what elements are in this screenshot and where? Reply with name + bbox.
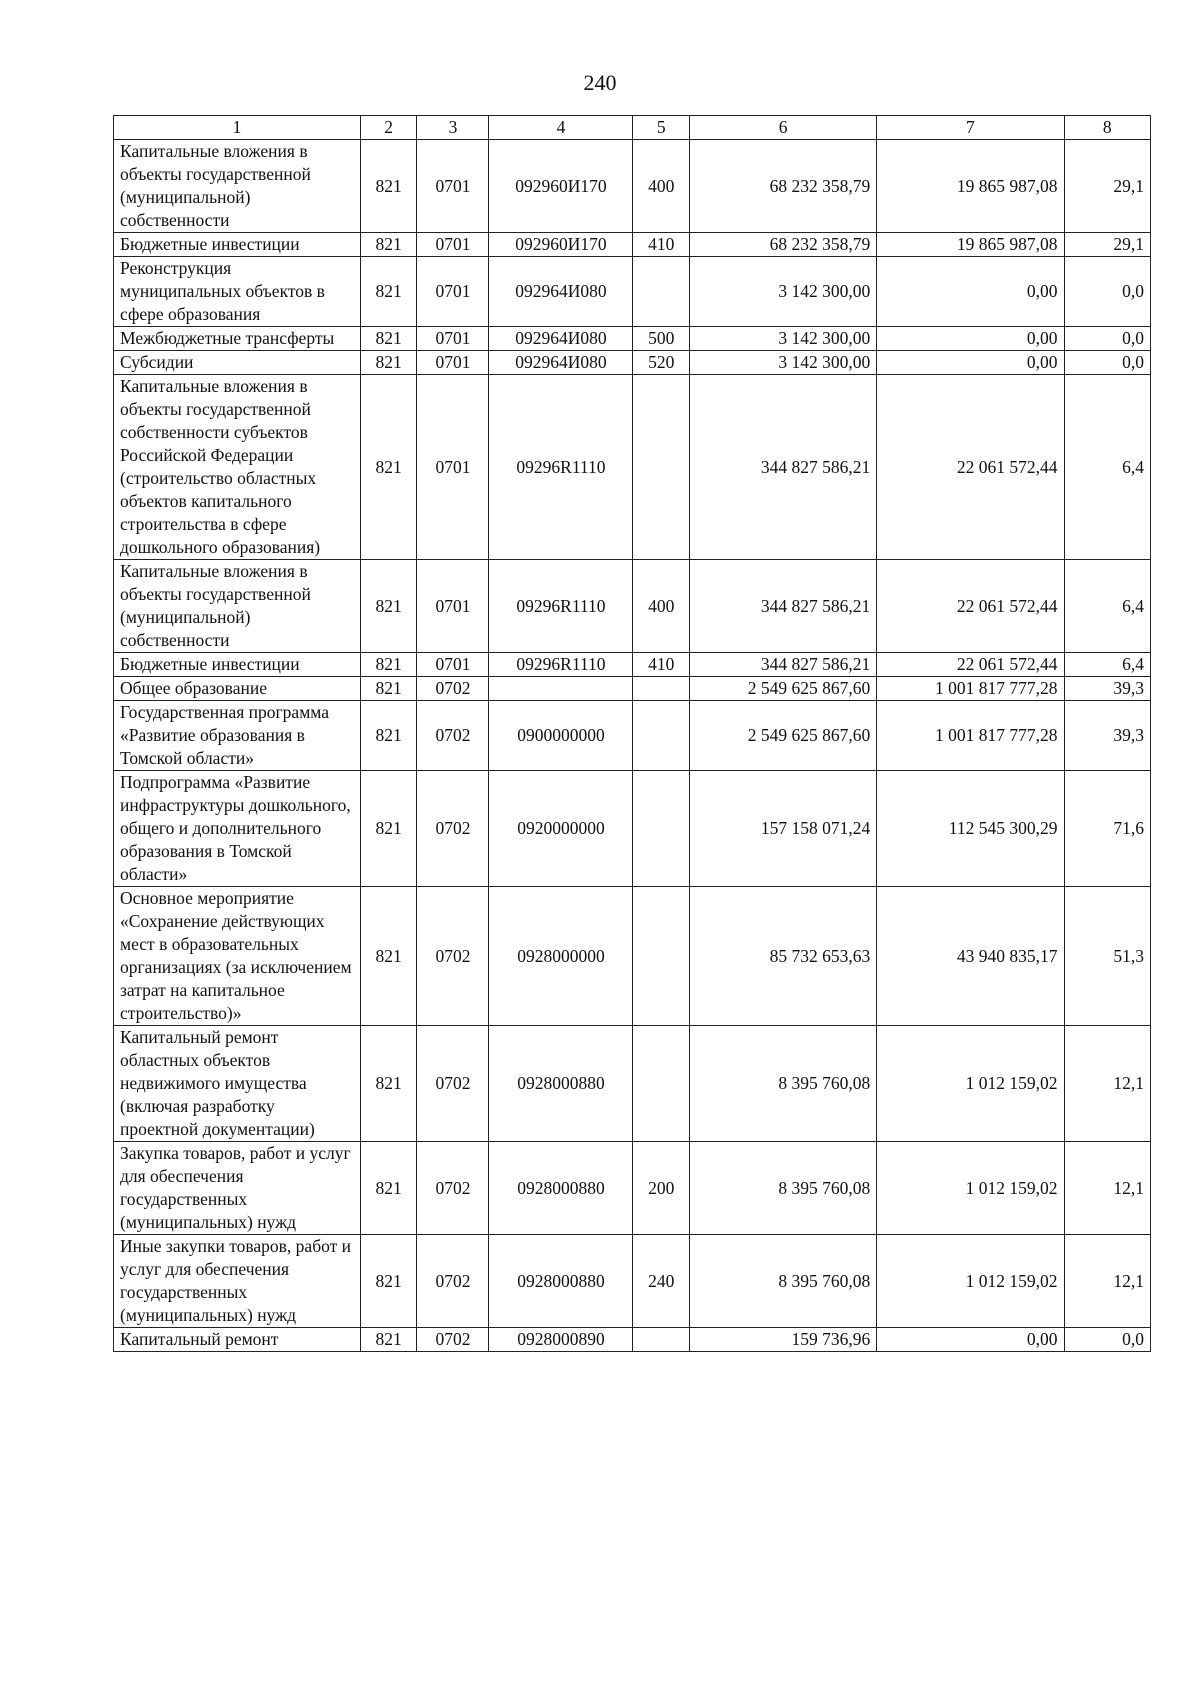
actual-amount-cell: 22 061 572,44 (877, 653, 1064, 677)
section-code-cell: 0701 (417, 653, 489, 677)
target-article-cell: 0900000000 (489, 701, 633, 771)
target-article-cell: 0928000890 (489, 1328, 633, 1352)
expense-type-cell: 410 (633, 653, 690, 677)
actual-amount-cell: 1 001 817 777,28 (877, 701, 1064, 771)
table-row (114, 351, 1151, 375)
row-name-cell: Капитальные вложения в объекты государственной (муниципальной) собственности (114, 560, 361, 653)
plan-amount-cell: 8 395 760,08 (690, 1026, 877, 1142)
section-code-cell: 0702 (417, 677, 489, 701)
target-article-cell: 092960И170 (489, 140, 633, 233)
target-article-cell: 092960И170 (489, 233, 633, 257)
ministry-code-cell: 821 (360, 257, 417, 327)
actual-amount-cell: 43 940 835,17 (877, 887, 1064, 1026)
actual-amount-cell: 1 012 159,02 (877, 1235, 1064, 1328)
percent-cell: 12,1 (1064, 1026, 1150, 1142)
ministry-code-cell: 821 (360, 1026, 417, 1142)
percent-cell: 6,4 (1064, 653, 1150, 677)
actual-amount-cell: 0,00 (877, 351, 1064, 375)
row-name-cell: Капитальный ремонт областных объектов недвижимого имущества (включая разработку проектной документации) (114, 1026, 361, 1142)
ministry-code-cell: 821 (360, 560, 417, 653)
expense-type-cell (633, 375, 690, 560)
section-code-cell: 0701 (417, 351, 489, 375)
plan-amount-cell: 8 395 760,08 (690, 1235, 877, 1328)
percent-cell: 29,1 (1064, 233, 1150, 257)
plan-amount-cell: 68 232 358,79 (690, 233, 877, 257)
percent-cell: 6,4 (1064, 375, 1150, 560)
target-article-cell: 092964И080 (489, 257, 633, 327)
ministry-code-cell: 821 (360, 233, 417, 257)
target-article-cell: 0928000000 (489, 887, 633, 1026)
target-article-cell: 0920000000 (489, 771, 633, 887)
row-name-cell: Государственная программа «Развитие образования в Томской области» (114, 701, 361, 771)
ministry-code-cell: 821 (360, 1328, 417, 1352)
row-name-cell: Иные закупки товаров, работ и услуг для обеспечения государственных (муниципальных) нужд (114, 1235, 361, 1328)
table-row (114, 375, 1151, 560)
table-header (114, 116, 1151, 140)
table-row (114, 1328, 1151, 1352)
ministry-code-cell: 821 (360, 653, 417, 677)
actual-amount-cell: 1 001 817 777,28 (877, 677, 1064, 701)
table-row (114, 771, 1151, 887)
table-row (114, 327, 1151, 351)
section-code-cell: 0702 (417, 701, 489, 771)
plan-amount-cell: 2 549 625 867,60 (690, 701, 877, 771)
expense-type-cell: 400 (633, 560, 690, 653)
row-name-cell: Подпрограмма «Развитие инфраструктуры дошкольного, общего и дополнительного образования в Томской области» (114, 771, 361, 887)
section-code-cell: 0702 (417, 1328, 489, 1352)
target-article-cell (489, 677, 633, 701)
percent-cell: 0,0 (1064, 327, 1150, 351)
column-header-1: 1 (114, 116, 361, 140)
row-name-cell: Закупка товаров, работ и услуг для обеспечения государственных (муниципальных) нужд (114, 1142, 361, 1235)
plan-amount-cell: 344 827 586,21 (690, 375, 877, 560)
ministry-code-cell: 821 (360, 140, 417, 233)
header-row (114, 116, 1151, 140)
page-number: 240 (583, 70, 617, 95)
table-row (114, 560, 1151, 653)
target-article-cell: 092964И080 (489, 327, 633, 351)
target-article-cell: 0928000880 (489, 1235, 633, 1328)
percent-cell: 6,4 (1064, 560, 1150, 653)
row-name-cell: Основное мероприятие «Сохранение действующих мест в образовательных организациях (за исключением затрат на капитальное строительство)» (114, 887, 361, 1026)
row-name-cell: Бюджетные инвестиции (114, 653, 361, 677)
section-code-cell: 0701 (417, 375, 489, 560)
table-row (114, 887, 1151, 1026)
percent-cell: 12,1 (1064, 1142, 1150, 1235)
column-header-7: 7 (877, 116, 1064, 140)
target-article-cell: 09296R1110 (489, 560, 633, 653)
plan-amount-cell: 68 232 358,79 (690, 140, 877, 233)
ministry-code-cell: 821 (360, 771, 417, 887)
row-name-cell: Субсидии (114, 351, 361, 375)
plan-amount-cell: 8 395 760,08 (690, 1142, 877, 1235)
row-name-cell: Капитальные вложения в объекты государственной собственности субъектов Российской Федерации (строительство областных объектов капитального строительства в сфере дошкольного образования) (114, 375, 361, 560)
expense-type-cell (633, 701, 690, 771)
actual-amount-cell: 112 545 300,29 (877, 771, 1064, 887)
plan-amount-cell: 3 142 300,00 (690, 257, 877, 327)
plan-amount-cell: 2 549 625 867,60 (690, 677, 877, 701)
percent-cell: 29,1 (1064, 140, 1150, 233)
section-code-cell: 0702 (417, 887, 489, 1026)
row-name-cell: Межбюджетные трансферты (114, 327, 361, 351)
table-row (114, 1142, 1151, 1235)
section-code-cell: 0701 (417, 233, 489, 257)
ministry-code-cell: 821 (360, 701, 417, 771)
percent-cell: 51,3 (1064, 887, 1150, 1026)
expense-type-cell (633, 887, 690, 1026)
actual-amount-cell: 0,00 (877, 1328, 1064, 1352)
expense-type-cell (633, 677, 690, 701)
ministry-code-cell: 821 (360, 887, 417, 1026)
plan-amount-cell: 157 158 071,24 (690, 771, 877, 887)
row-name-cell: Бюджетные инвестиции (114, 233, 361, 257)
table-row (114, 701, 1151, 771)
section-code-cell: 0701 (417, 257, 489, 327)
column-header-4: 4 (489, 116, 633, 140)
column-header-3: 3 (417, 116, 489, 140)
actual-amount-cell: 1 012 159,02 (877, 1142, 1064, 1235)
ministry-code-cell: 821 (360, 327, 417, 351)
ministry-code-cell: 821 (360, 375, 417, 560)
target-article-cell: 09296R1110 (489, 653, 633, 677)
section-code-cell: 0702 (417, 1235, 489, 1328)
plan-amount-cell: 85 732 653,63 (690, 887, 877, 1026)
expense-type-cell: 520 (633, 351, 690, 375)
expense-type-cell (633, 1026, 690, 1142)
actual-amount-cell: 22 061 572,44 (877, 560, 1064, 653)
table-body (114, 140, 1151, 1352)
row-name-cell: Капитальные вложения в объекты государственной (муниципальной) собственности (114, 140, 361, 233)
column-header-5: 5 (633, 116, 690, 140)
table-row (114, 677, 1151, 701)
expense-type-cell: 500 (633, 327, 690, 351)
actual-amount-cell: 0,00 (877, 257, 1064, 327)
expense-type-cell (633, 771, 690, 887)
target-article-cell: 092964И080 (489, 351, 633, 375)
section-code-cell: 0701 (417, 140, 489, 233)
row-name-cell: Реконструкция муниципальных объектов в сфере образования (114, 257, 361, 327)
plan-amount-cell: 344 827 586,21 (690, 560, 877, 653)
expense-type-cell (633, 1328, 690, 1352)
plan-amount-cell: 344 827 586,21 (690, 653, 877, 677)
ministry-code-cell: 821 (360, 1142, 417, 1235)
actual-amount-cell: 22 061 572,44 (877, 375, 1064, 560)
section-code-cell: 0701 (417, 327, 489, 351)
row-name-cell: Общее образование (114, 677, 361, 701)
budget-table (113, 115, 1151, 1352)
section-code-cell: 0701 (417, 560, 489, 653)
column-header-8: 8 (1064, 116, 1150, 140)
table-row (114, 140, 1151, 233)
actual-amount-cell: 19 865 987,08 (877, 233, 1064, 257)
expense-type-cell: 410 (633, 233, 690, 257)
percent-cell: 12,1 (1064, 1235, 1150, 1328)
section-code-cell: 0702 (417, 1026, 489, 1142)
expense-type-cell (633, 257, 690, 327)
table-row (114, 653, 1151, 677)
ministry-code-cell: 821 (360, 1235, 417, 1328)
table-row (114, 1026, 1151, 1142)
ministry-code-cell: 821 (360, 351, 417, 375)
table-row (114, 233, 1151, 257)
percent-cell: 0,0 (1064, 1328, 1150, 1352)
percent-cell: 39,3 (1064, 677, 1150, 701)
plan-amount-cell: 159 736,96 (690, 1328, 877, 1352)
expense-type-cell: 240 (633, 1235, 690, 1328)
percent-cell: 0,0 (1064, 257, 1150, 327)
plan-amount-cell: 3 142 300,00 (690, 351, 877, 375)
row-name-cell: Капитальный ремонт (114, 1328, 361, 1352)
section-code-cell: 0702 (417, 1142, 489, 1235)
percent-cell: 0,0 (1064, 351, 1150, 375)
target-article-cell: 09296R1110 (489, 375, 633, 560)
ministry-code-cell: 821 (360, 677, 417, 701)
percent-cell: 71,6 (1064, 771, 1150, 887)
actual-amount-cell: 1 012 159,02 (877, 1026, 1064, 1142)
plan-amount-cell: 3 142 300,00 (690, 327, 877, 351)
target-article-cell: 0928000880 (489, 1142, 633, 1235)
table-row (114, 257, 1151, 327)
expense-type-cell: 400 (633, 140, 690, 233)
column-header-2: 2 (360, 116, 417, 140)
percent-cell: 39,3 (1064, 701, 1150, 771)
target-article-cell: 0928000880 (489, 1026, 633, 1142)
actual-amount-cell: 19 865 987,08 (877, 140, 1064, 233)
column-header-6: 6 (690, 116, 877, 140)
actual-amount-cell: 0,00 (877, 327, 1064, 351)
expense-type-cell: 200 (633, 1142, 690, 1235)
table-row (114, 1235, 1151, 1328)
section-code-cell: 0702 (417, 771, 489, 887)
